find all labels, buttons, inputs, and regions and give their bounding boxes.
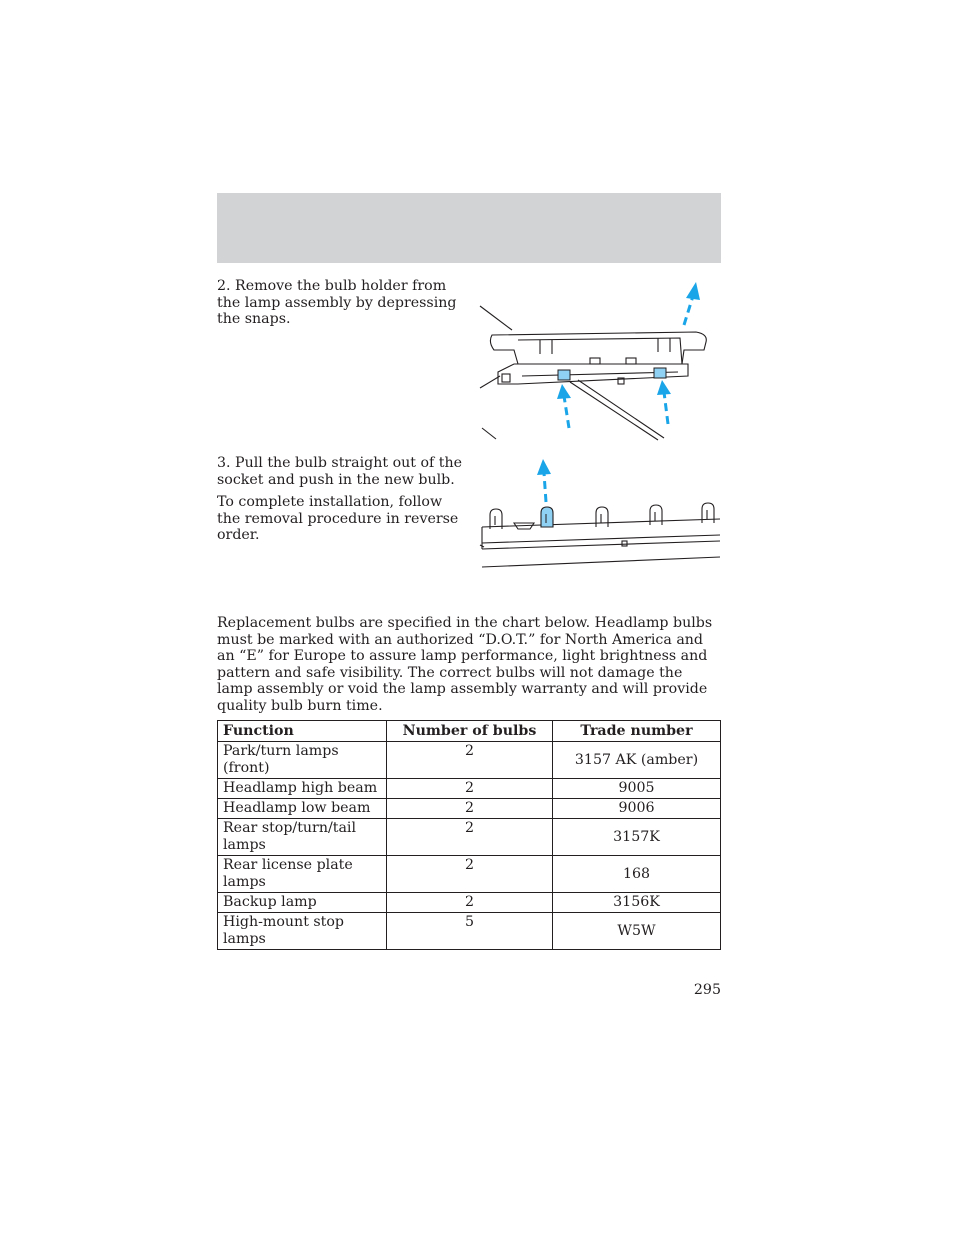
bulb-count-cell: 2 bbox=[387, 856, 553, 893]
table-header-row bbox=[218, 721, 721, 742]
table-row bbox=[218, 819, 721, 856]
column-header-trade-number: Trade number bbox=[553, 721, 721, 742]
bulb-count-cell: 5 bbox=[387, 913, 553, 950]
complete-installation-text: To complete installation, follow the removal procedure in reverse order. bbox=[217, 494, 459, 544]
trade-number-cell: 9006 bbox=[553, 799, 721, 819]
trade-number-cell: 3156K bbox=[553, 893, 721, 913]
bulb-count-cell: 2 bbox=[387, 779, 553, 799]
function-cell: Rear stop/turn/tail lamps bbox=[218, 819, 387, 856]
function-cell: Park/turn lamps (front) bbox=[218, 742, 387, 779]
step-3-text: 3. Pull the bulb straight out of the socket and push in the new bulb. bbox=[217, 455, 463, 488]
function-cell: Headlamp high beam bbox=[218, 779, 387, 799]
step-2-text: 2. Remove the bulb holder from the lamp assembly by depressing the snaps. bbox=[217, 278, 457, 328]
function-cell: Backup lamp bbox=[218, 893, 387, 913]
table-row bbox=[218, 799, 721, 819]
column-header-number-of-bulbs: Number of bulbs bbox=[387, 721, 553, 742]
trade-number-cell: 3157K bbox=[553, 819, 721, 856]
trade-number-cell: 168 bbox=[553, 856, 721, 893]
bulb-holder-removal-illustration bbox=[478, 278, 721, 444]
trade-number-cell: 3157 AK (amber) bbox=[553, 742, 721, 779]
section-header-band bbox=[217, 193, 721, 263]
table-row bbox=[218, 913, 721, 950]
column-header-function: Function bbox=[218, 721, 387, 742]
bulb-count-cell: 2 bbox=[387, 742, 553, 779]
bulb-count-cell: 2 bbox=[387, 819, 553, 856]
function-cell: Rear license plate lamps bbox=[218, 856, 387, 893]
bulb-specification-table bbox=[217, 720, 721, 950]
bulb-count-cell: 2 bbox=[387, 799, 553, 819]
table-row bbox=[218, 742, 721, 779]
function-cell: Headlamp low beam bbox=[218, 799, 387, 819]
trade-number-cell: W5W bbox=[553, 913, 721, 950]
table-row bbox=[218, 779, 721, 799]
trade-number-cell: 9005 bbox=[553, 779, 721, 799]
table-row bbox=[218, 893, 721, 913]
bulb-replacement-illustration bbox=[478, 455, 721, 571]
bulb-count-cell: 2 bbox=[387, 893, 553, 913]
function-cell: High-mount stop lamps bbox=[218, 913, 387, 950]
replacement-bulbs-intro: Replacement bulbs are specified in the chart below. Headlamp bulbs must be marked with an authorized “D.O.T.” for North America and an “E” for Europe to assure lamp performance, light brightness and pattern and safe visibility. The correct bulbs will not damage the lamp assembly or void the lamp assembly warranty and will provide quality bulb burn time. bbox=[217, 615, 713, 714]
page-number: 295 bbox=[693, 982, 721, 998]
table-row bbox=[218, 856, 721, 893]
